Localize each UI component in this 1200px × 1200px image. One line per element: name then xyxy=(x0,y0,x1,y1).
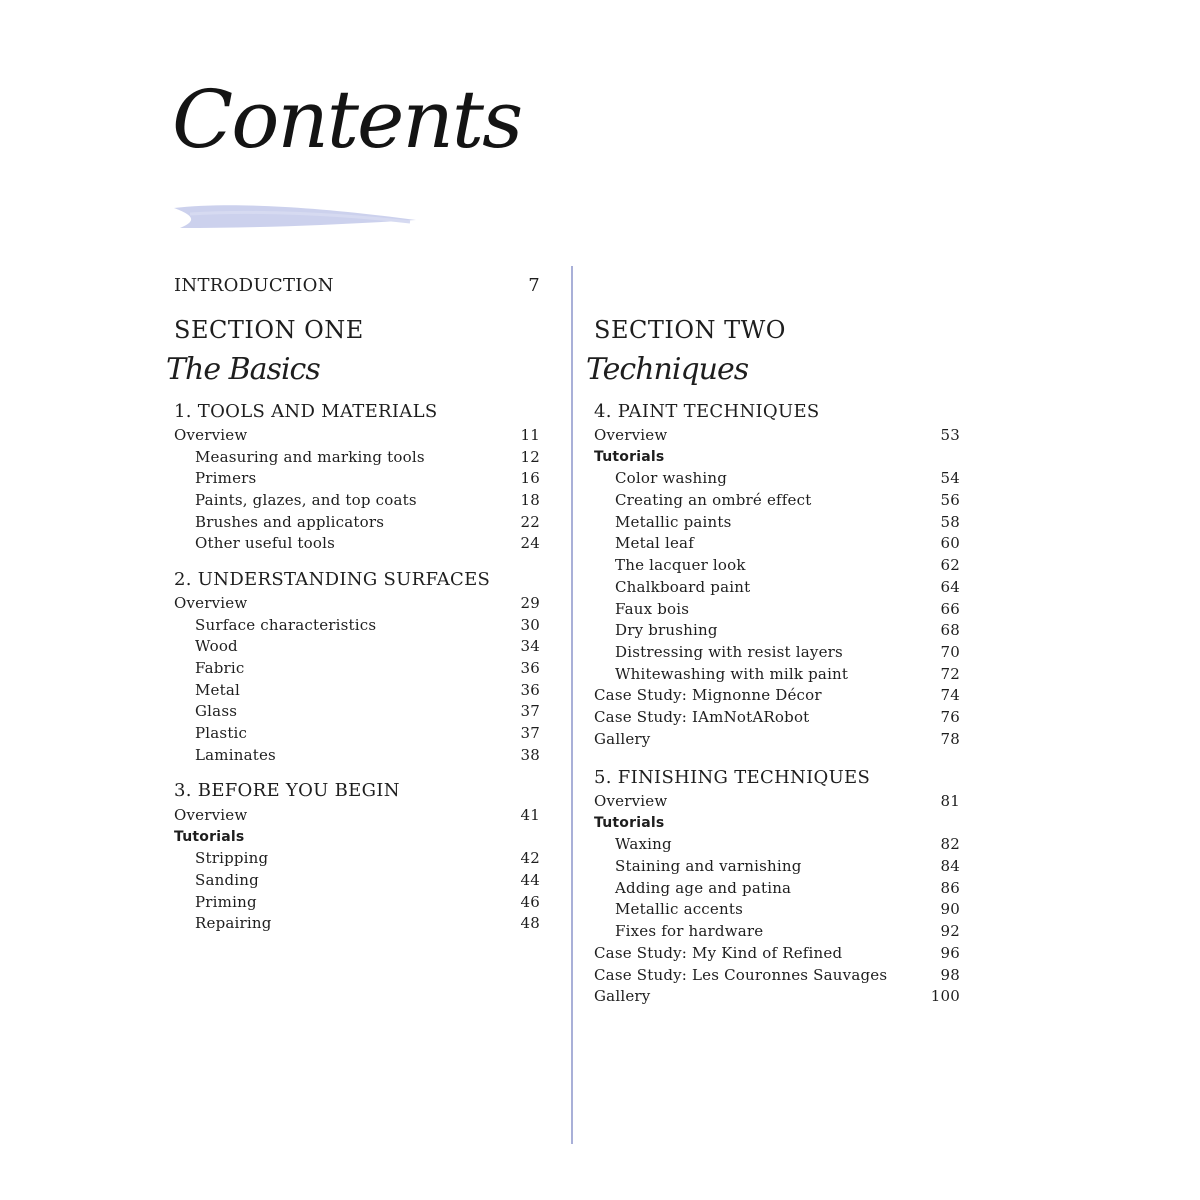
toc-entry-page: 96 xyxy=(940,943,960,962)
toc-entry-label: Distressing with resist layers xyxy=(615,642,843,661)
toc-entry[interactable] xyxy=(174,805,540,827)
toc-entry-page: 62 xyxy=(940,556,960,575)
chapter-entries xyxy=(174,425,540,555)
toc-entry-label: Overview xyxy=(174,426,248,444)
toc-entry-label: Other useful tools xyxy=(195,534,335,553)
toc-entry-label: Stripping xyxy=(195,849,269,868)
toc-entry-label: Case Study: Les Couronnes Sauvages xyxy=(594,965,888,984)
toc-entry[interactable] xyxy=(594,620,960,642)
toc-entry[interactable] xyxy=(594,599,960,621)
toc-entry[interactable] xyxy=(174,701,540,723)
toc-entry[interactable] xyxy=(594,729,960,751)
toc-entry-label: Metallic accents xyxy=(615,900,743,919)
toc-entry-page: 76 xyxy=(940,707,960,726)
toc-entry[interactable] xyxy=(594,685,960,707)
toc-entry-label: Overview xyxy=(174,594,248,612)
toc-entry-label: Surface characteristics xyxy=(195,615,377,634)
toc-entry-label: Overview xyxy=(594,792,668,810)
toc-entry-page: 78 xyxy=(940,729,960,748)
toc-entry[interactable] xyxy=(174,892,540,914)
toc-entry-label: The lacquer look xyxy=(615,556,746,575)
toc-entry-page: 98 xyxy=(940,965,960,984)
toc-entry[interactable] xyxy=(174,468,540,490)
toc-entry-label: Metal leaf xyxy=(615,534,694,553)
toc-entry-page: 24 xyxy=(520,534,540,553)
toc-entry-page: 36 xyxy=(520,659,540,678)
toc-entry-page: 44 xyxy=(520,871,540,890)
chapter-entries xyxy=(594,425,960,750)
section-name: The Basics xyxy=(166,352,320,387)
toc-entry-label: Repairing xyxy=(195,914,272,933)
toc-entry-page: 70 xyxy=(940,642,960,661)
toc-entry[interactable] xyxy=(174,658,540,680)
toc-entry-page: 16 xyxy=(520,469,540,488)
toc-entry-page: 38 xyxy=(520,745,540,764)
section-label: SECTION TWO xyxy=(594,316,786,344)
toc-entry-label: Whitewashing with milk paint xyxy=(615,664,849,683)
toc-entry-label: Faux bois xyxy=(615,599,690,618)
toc-entry[interactable] xyxy=(594,490,960,512)
toc-entry-label: Sanding xyxy=(195,871,259,890)
toc-entry-page: 41 xyxy=(520,806,540,824)
toc-entry[interactable] xyxy=(594,943,960,965)
toc-entry-label: Plastic xyxy=(195,724,248,743)
toc-entry-page: 37 xyxy=(520,702,540,721)
chapter-title: 4. PAINT TECHNIQUES xyxy=(594,401,820,422)
chapter-entries xyxy=(174,593,540,767)
toc-entry-label: Overview xyxy=(174,806,248,824)
toc-entry[interactable] xyxy=(594,707,960,729)
toc-entry[interactable] xyxy=(594,577,960,599)
chapter-entries xyxy=(174,805,540,935)
toc-entry-label: Creating an ombré effect xyxy=(615,491,812,510)
toc-entry[interactable] xyxy=(594,425,960,447)
toc-entry-label: Fabric xyxy=(195,659,245,678)
toc-entry-label: Staining and varnishing xyxy=(615,857,802,876)
toc-entry[interactable] xyxy=(174,615,540,637)
section-name: Techniques xyxy=(586,352,749,387)
section-label: SECTION ONE xyxy=(174,316,364,344)
toc-entry-page: 84 xyxy=(940,857,960,876)
toc-entry-page: 11 xyxy=(520,426,540,444)
toc-entry-label: Case Study: Mignonne Décor xyxy=(594,686,822,705)
toc-entry[interactable] xyxy=(174,913,540,935)
toc-entry-label: Tutorials xyxy=(174,828,245,845)
toc-entry[interactable] xyxy=(594,791,960,813)
toc-entry-page: 53 xyxy=(940,426,960,444)
toc-entry-label: Gallery xyxy=(594,987,651,1006)
toc-entry-label: Gallery xyxy=(594,729,651,748)
toc-entry-page: 74 xyxy=(940,686,960,705)
toc-entry[interactable] xyxy=(174,680,540,702)
toc-entry[interactable] xyxy=(594,642,960,664)
toc-entry-page: 46 xyxy=(520,892,540,911)
toc-entry-label: Case Study: IAmNotARobot xyxy=(594,707,810,726)
toc-entry-label: Glass xyxy=(195,702,238,721)
toc-entry-label: Metal xyxy=(195,680,241,699)
toc-entry[interactable] xyxy=(174,848,540,870)
toc-entry-label: Tutorials xyxy=(594,448,665,465)
toc-entry-page: 64 xyxy=(940,577,960,596)
page-title: Contents xyxy=(172,73,522,166)
toc-entry[interactable] xyxy=(174,870,540,892)
brush-stroke-decoration xyxy=(170,198,420,240)
toc-entry[interactable] xyxy=(594,856,960,878)
toc-entry-label: Laminates xyxy=(195,745,276,764)
toc-entry-page: 92 xyxy=(940,922,960,941)
toc-entry-label: Tutorials xyxy=(594,814,665,831)
toc-entry[interactable] xyxy=(174,723,540,745)
toc-entry-label: Adding age and patina xyxy=(615,878,792,897)
toc-entry[interactable] xyxy=(594,878,960,900)
toc-entry-label: Dry brushing xyxy=(615,621,718,640)
toc-entry-label: Priming xyxy=(195,892,257,911)
column-divider xyxy=(571,266,573,1144)
toc-entry-label: Chalkboard paint xyxy=(615,577,751,596)
toc-entry-label: Paints, glazes, and top coats xyxy=(195,491,417,510)
toc-entry-page: 72 xyxy=(940,664,960,683)
toc-entry[interactable] xyxy=(594,533,960,555)
toc-entry-page: 36 xyxy=(520,680,540,699)
toc-subheading xyxy=(594,813,960,835)
toc-entry-label: Case Study: My Kind of Refined xyxy=(594,943,843,962)
toc-entry[interactable] xyxy=(174,745,540,767)
toc-entry-page: 18 xyxy=(520,491,540,510)
toc-entry-page: 7 xyxy=(528,275,540,296)
toc-entry[interactable] xyxy=(594,512,960,534)
toc-entry[interactable] xyxy=(594,664,960,686)
toc-entry[interactable] xyxy=(174,490,540,512)
toc-entry[interactable] xyxy=(594,899,960,921)
toc-entry-label: INTRODUCTION xyxy=(174,275,334,296)
toc-entry-page: 48 xyxy=(520,914,540,933)
toc-entry-page: 29 xyxy=(520,594,540,612)
toc-entry-label: Measuring and marking tools xyxy=(195,447,425,466)
toc-entry-label: Wood xyxy=(195,637,238,656)
toc-entry-label: Waxing xyxy=(615,835,672,854)
toc-entry[interactable] xyxy=(594,555,960,577)
toc-entry-label: Brushes and applicators xyxy=(195,512,385,531)
toc-entry-page: 60 xyxy=(940,534,960,553)
toc-entry-page: 12 xyxy=(520,447,540,466)
toc-entry[interactable] xyxy=(174,425,540,447)
toc-entry-page: 56 xyxy=(940,491,960,510)
toc-entry-page: 30 xyxy=(520,615,540,634)
toc-entry-page: 22 xyxy=(520,512,540,531)
chapter-title: 3. BEFORE YOU BEGIN xyxy=(174,780,400,801)
toc-entry-page: 68 xyxy=(940,621,960,640)
toc-entry-page: 42 xyxy=(520,849,540,868)
toc-subheading xyxy=(594,447,960,469)
toc-entry-label: Primers xyxy=(195,469,257,488)
toc-entry[interactable] xyxy=(174,512,540,534)
toc-entry[interactable] xyxy=(594,834,960,856)
toc-entry-page: 58 xyxy=(940,512,960,531)
toc-entry-page: 66 xyxy=(940,599,960,618)
toc-subheading xyxy=(174,827,540,849)
toc-entry-page: 100 xyxy=(930,987,960,1006)
toc-entry-page: 86 xyxy=(940,878,960,897)
toc-entry-page: 37 xyxy=(520,724,540,743)
toc-entry[interactable] xyxy=(174,593,540,615)
toc-entry-introduction[interactable] xyxy=(174,275,540,296)
chapter-title: 2. UNDERSTANDING SURFACES xyxy=(174,569,491,590)
toc-entry[interactable] xyxy=(174,636,540,658)
toc-entry-page: 81 xyxy=(940,792,960,810)
toc-entry[interactable] xyxy=(174,533,540,555)
toc-entry[interactable] xyxy=(594,921,960,943)
toc-entry[interactable] xyxy=(594,468,960,490)
toc-entry-page: 90 xyxy=(940,900,960,919)
toc-entry-label: Metallic paints xyxy=(615,512,732,531)
toc-entry[interactable] xyxy=(594,965,960,987)
toc-entry-label: Overview xyxy=(594,426,668,444)
toc-entry[interactable] xyxy=(174,447,540,469)
toc-entry-label: Fixes for hardware xyxy=(615,922,764,941)
toc-entry-page: 82 xyxy=(940,835,960,854)
chapter-title: 5. FINISHING TECHNIQUES xyxy=(594,767,871,788)
toc-entry[interactable] xyxy=(594,986,960,1008)
toc-entry-page: 54 xyxy=(940,469,960,488)
toc-entry-label: Color washing xyxy=(615,469,728,488)
chapter-entries xyxy=(594,791,960,1008)
chapter-title: 1. TOOLS AND MATERIALS xyxy=(174,401,438,422)
toc-entry-page: 34 xyxy=(520,637,540,656)
